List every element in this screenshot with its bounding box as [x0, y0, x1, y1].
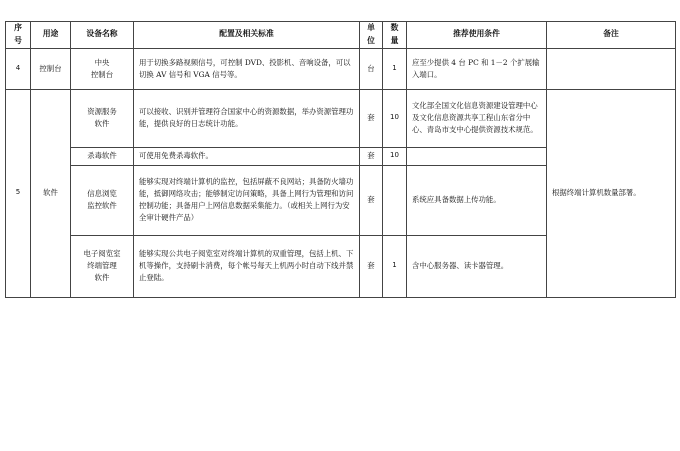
cell-cond: 系统应具备数据上传功能。 [407, 165, 547, 235]
header-seq: 序号 [6, 22, 31, 49]
cell-unit: 套 [360, 235, 383, 297]
cell-qty: 1 [383, 235, 407, 297]
header-qty: 数量 [383, 22, 407, 49]
cell-unit: 套 [360, 89, 383, 147]
header-device: 设备名称 [71, 22, 134, 49]
cell-use: 软件 [31, 89, 71, 297]
cell-seq: 5 [6, 89, 31, 297]
cell-spec: 能够实现公共电子阅览室对终端计算机的双重管理，包括上机、下机等操作，支持刷卡消费，每个帐号每天上机两小时自动下线并禁止登陆。 [134, 235, 360, 297]
header-use: 用途 [31, 22, 71, 49]
header-note: 备注 [547, 22, 676, 49]
cell-cond: 文化部全国文化信息资源建设管理中心及文化信息资源共享工程山东省分中心、青岛市支中心提供资源技术规范。 [407, 89, 547, 147]
cell-device: 杀毒软件 [71, 147, 134, 165]
cell-cond: 含中心服务器、读卡器管理。 [407, 235, 547, 297]
cell-device: 中央 控制台 [71, 48, 134, 89]
equipment-table-sheet [5, 21, 675, 298]
cell-spec: 可以接收、识别并管理符合国家中心的资源数据，举办资源管理功能，提供良好的日志统计功能。 [134, 89, 360, 147]
cell-qty: 1 [383, 48, 407, 89]
table-row [6, 89, 676, 147]
cell-note: 根据终端计算机数量部署。 [547, 89, 676, 297]
cell-spec: 可使用免费杀毒软件。 [134, 147, 360, 165]
cell-device: 电子阅览室 终端管理 软件 [71, 235, 134, 297]
cell-seq: 4 [6, 48, 31, 89]
equipment-table [5, 21, 676, 298]
header-spec: 配置及相关标准 [134, 22, 360, 49]
cell-unit: 套 [360, 165, 383, 235]
cell-qty: 10 [383, 147, 407, 165]
cell-qty [383, 165, 407, 235]
table-row [6, 48, 676, 89]
header-unit: 单位 [360, 22, 383, 49]
header-cond: 推荐使用条件 [407, 22, 547, 49]
cell-qty: 10 [383, 89, 407, 147]
cell-cond: 应至少提供 4 台 PC 和 1－2 个扩展输入端口。 [407, 48, 547, 89]
cell-device: 信息浏览 监控软件 [71, 165, 134, 235]
cell-unit: 套 [360, 147, 383, 165]
cell-unit: 台 [360, 48, 383, 89]
table-header-row [6, 22, 676, 49]
cell-use: 控制台 [31, 48, 71, 89]
cell-note [547, 48, 676, 89]
cell-spec: 用于切换多路视频信号，可控制 DVD、投影机、音响设备，可以切换 AV 信号和 VGA 信号等。 [134, 48, 360, 89]
cell-device: 资源服务 软件 [71, 89, 134, 147]
cell-spec: 能够实现对终端计算机的监控，包括屏蔽不良网站；具备防火墙功能，抵御网络攻击；能够制定访问策略，具备上网行为管理和访问控制功能；具备用户上网信息数据采集能力。（或相关上网行为安全审计硬件产品） [134, 165, 360, 235]
cell-cond [407, 147, 547, 165]
